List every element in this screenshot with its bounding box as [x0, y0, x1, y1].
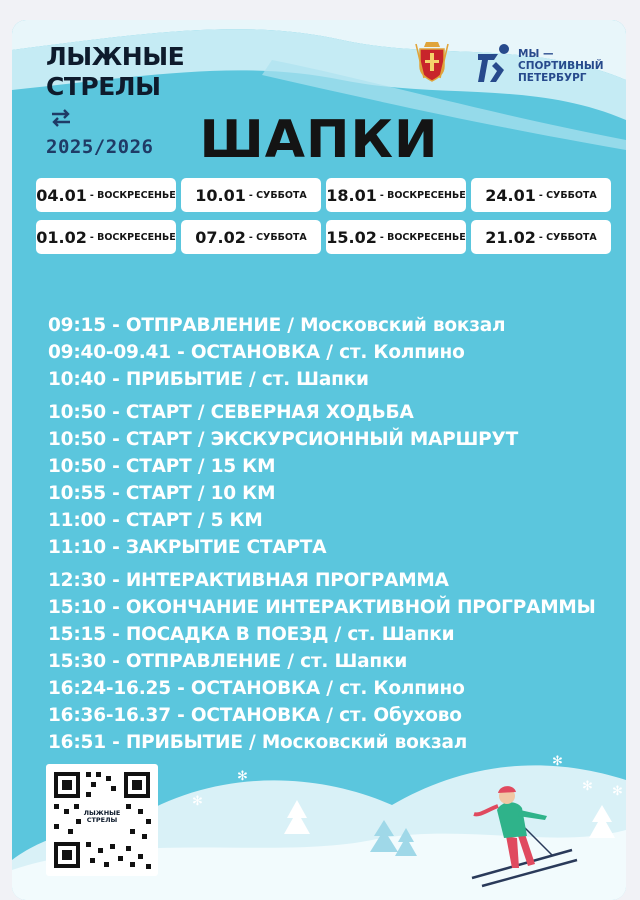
sport-petersburg-logo: [474, 42, 614, 86]
schedule-item: 10:50 - СТАРТ / ЭКСКУРСИОННЫЙ МАРШРУТ: [48, 429, 519, 450]
date-pill: [36, 178, 176, 212]
poster: [12, 20, 626, 900]
qr-logo-line-2: СТРЕЛЫ: [86, 816, 118, 824]
schedule-item: 09:40-09.41 - ОСТАНОВКА / ст. Колпино: [48, 342, 465, 363]
dates-grid: [36, 178, 612, 254]
coat-of-arms-icon: [414, 40, 450, 82]
logo-line-2: СТРЕЛЫ: [46, 72, 161, 101]
schedule-item: 10:50 - СТАРТ / СЕВЕРНАЯ ХОДЬБА: [48, 402, 414, 423]
qr-center-logo: [82, 806, 122, 832]
schedule-item: 11:10 - ЗАКРЫТИЕ СТАРТА: [48, 537, 327, 558]
date-pill: [471, 220, 611, 254]
schedule-item: 15:30 - ОТПРАВЛЕНИЕ / ст. Шапки: [48, 651, 408, 672]
svg-text:✻: ✻: [612, 784, 623, 799]
logo-years: 2025/2026: [46, 136, 154, 158]
schedule-item: 16:36-16.37 - ОСТАНОВКА / ст. Обухово: [48, 705, 462, 726]
date-day: 07.02: [195, 227, 246, 247]
schedule-item: 15:15 - ПОСАДКА В ПОЕЗД / ст. Шапки: [48, 624, 455, 645]
page-title: ШАПКИ: [199, 110, 439, 170]
svg-text:✻: ✻: [237, 769, 248, 784]
sport-line-1: МЫ —: [518, 48, 554, 60]
logo-line-1: ЛЫЖНЫЕ: [46, 42, 185, 71]
date-day: 15.02: [326, 227, 377, 247]
schedule-item: 16:24-16.25 - ОСТАНОВКА / ст. Колпино: [48, 678, 465, 699]
schedule-item: 12:30 - ИНТЕРАКТИВНАЯ ПРОГРАММА: [48, 570, 449, 591]
date-day: 24.01: [485, 185, 536, 205]
date-weekday: - ВОСКРЕСЕНЬЕ: [89, 231, 176, 243]
sport-logo-text: [518, 48, 604, 84]
date-weekday: - СУББОТА: [538, 189, 597, 201]
schedule-item: 09:15 - ОТПРАВЛЕНИЕ / Московский вокзал: [48, 315, 506, 336]
date-weekday: - ВОСКРЕСЕНЬЕ: [379, 189, 466, 201]
sport-line-3: ПЕТЕРБУРГ: [518, 72, 587, 84]
date-pill: [181, 220, 321, 254]
date-weekday: - ВОСКРЕСЕНЬЕ: [379, 231, 466, 243]
date-weekday: - СУББОТА: [538, 231, 597, 243]
runner-icon: [474, 42, 514, 84]
date-day: 04.01: [36, 185, 87, 205]
date-pill: [36, 220, 176, 254]
date-pill: [471, 178, 611, 212]
svg-text:✻: ✻: [192, 794, 203, 809]
date-day: 18.01: [326, 185, 377, 205]
schedule-item: 11:00 - СТАРТ / 5 КМ: [48, 510, 263, 531]
date-day: 21.02: [485, 227, 536, 247]
schedule-item: 10:40 - ПРИБЫТИЕ / ст. Шапки: [48, 369, 369, 390]
date-day: 01.02: [36, 227, 87, 247]
date-pill: [181, 178, 321, 212]
sport-line-2: СПОРТИВНЫЙ: [518, 60, 604, 72]
schedule-item: 10:50 - СТАРТ / 15 КМ: [48, 456, 276, 477]
date-weekday: - ВОСКРЕСЕНЬЕ: [89, 189, 176, 201]
schedule-list: [48, 312, 618, 756]
date-pill: [326, 178, 466, 212]
date-weekday: - СУББОТА: [248, 231, 307, 243]
schedule-item: 15:10 - ОКОНЧАНИЕ ИНТЕРАКТИВНОЙ ПРОГРАММЫ: [48, 597, 596, 618]
svg-text:✻: ✻: [552, 754, 563, 769]
date-day: 10.01: [195, 185, 246, 205]
qr-code[interactable]: [46, 764, 158, 876]
qr-logo-line-1: ЛЫЖНЫЕ: [83, 809, 121, 817]
schedule-item: 10:55 - СТАРТ / 10 КМ: [48, 483, 276, 504]
svg-text:✻: ✻: [582, 779, 593, 794]
schedule-item: 16:51 - ПРИБЫТИЕ / Московский вокзал: [48, 732, 468, 753]
date-pill: [326, 220, 466, 254]
date-weekday: - СУББОТА: [248, 189, 307, 201]
